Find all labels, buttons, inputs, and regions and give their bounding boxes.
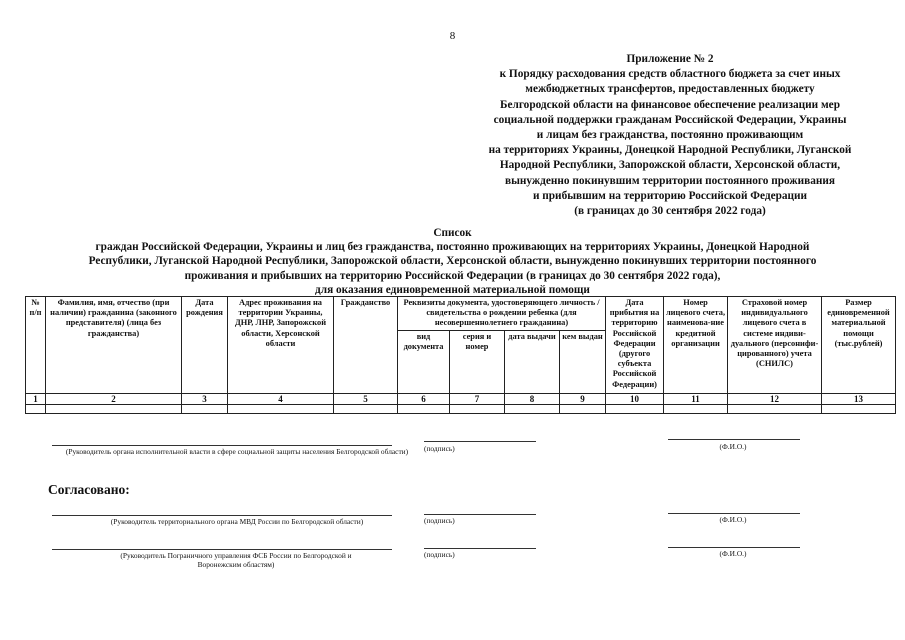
column-number: 12 [728, 393, 822, 404]
signature-line-sign-1 [424, 441, 536, 442]
appendix-line: и лицам без гражданства, постоянно проживающим [536, 129, 804, 142]
column-number: 11 [664, 393, 728, 404]
column-number: 3 [182, 393, 228, 404]
header-doc-series: серия и номер [450, 330, 505, 393]
appendix-line: Белгородской области на финансовое обеспечение реализации мер [500, 98, 840, 111]
header-doc-type: вид документа [398, 330, 450, 393]
signature-line-sign-3 [424, 548, 536, 549]
column-number: 4 [228, 393, 334, 404]
header-doc-date: дата выдачи [505, 330, 560, 393]
appendix-line: социальной поддержки гражданам Российской Федерации, Украины [493, 113, 847, 126]
appendix-line: Приложение № 2 [626, 53, 714, 65]
header-doc-issuer: кем выдан [560, 330, 606, 393]
column-number: 5 [334, 393, 398, 404]
column-number: 13 [822, 393, 896, 404]
list-title-line: проживания и прибывших на территорию Российской Федерации (в границах до 30 сентября 2022 года), [184, 269, 721, 282]
page-number: 8 [449, 30, 456, 42]
signature-line-sign-2 [424, 514, 536, 515]
signature-sign-3: (подпись) [424, 550, 455, 559]
signature-line-fio-2 [668, 513, 800, 514]
header-name: Фамилия, имя, отчество (при наличии) гражданина (законного представителя) (лица без гражданства) [46, 297, 182, 394]
header-address: Адрес проживания на территории Украины, ДНР, ЛНР, Запорожской области, Херсонской области [228, 297, 334, 394]
signature-sign-1: (подпись) [424, 444, 455, 453]
column-number: 9 [560, 393, 606, 404]
appendix-line: вынужденно покинувшим территории постоянного проживания [505, 174, 835, 187]
header-document: Реквизиты документа, удостоверяющего личность / свидетельства о рождении ребенка (для несовершеннолетнего гражданина) [398, 297, 606, 331]
appendix-line: межбюджетных трансфертов, предоставленных бюджету [525, 83, 815, 96]
list-title-line: Список [433, 227, 472, 239]
table-row [26, 404, 896, 413]
signature-fio-1: (Ф.И.О.) [719, 442, 747, 451]
list-title-line: для оказания единовременной материальной помощи [315, 283, 590, 296]
appendix-line: и прибывшим на территорию Российской Федерации [532, 189, 808, 202]
header-amount: Размер единовременной материальной помощи (тыс.рублей) [822, 297, 896, 394]
list-title-line: Республики, Луганской Народной Республики, Запорожской области, Херсонской области, вынужденно покинувших территории постоянного [88, 255, 817, 268]
column-number: 8 [505, 393, 560, 404]
table-header-row [26, 297, 896, 331]
column-number: 6 [398, 393, 450, 404]
recipients-table [25, 296, 896, 414]
signature-line-role-2 [52, 515, 392, 516]
appendix-heading [440, 52, 900, 219]
signature-role-1: (Руководитель органа исполнительной власти в сфере социальной защиты населения Белгородской области) [65, 447, 409, 456]
agreed-label: Согласовано: [48, 482, 130, 497]
column-number: 1 [26, 393, 46, 404]
header-account: Номер лицевого счета, наименова-ние кредитной организации [664, 297, 728, 394]
appendix-line: (в границах до 30 сентября 2022 года) [574, 205, 766, 218]
signature-line-fio-3 [668, 547, 800, 548]
signature-fio-3: (Ф.И.О.) [719, 549, 747, 558]
appendix-line: на территориях Украины, Донецкой Народной Республики, Луганской [488, 144, 852, 157]
column-number: 2 [46, 393, 182, 404]
signature-fio-2: (Ф.И.О.) [719, 515, 747, 524]
column-number: 10 [606, 393, 664, 404]
appendix-line: Народной Республики, Запорожской области, Херсонской области, [499, 159, 841, 172]
appendix-line: к Порядку расходования средств областного бюджета за счет иных [499, 68, 841, 81]
column-number: 7 [450, 393, 505, 404]
signature-line-fio-1 [668, 439, 800, 440]
list-title-line: граждан Российской Федерации, Украины и лиц без гражданства, постоянно проживающих на территориях Украины, Донецкой Народной [95, 241, 810, 254]
column-numbers-row [26, 393, 896, 404]
header-arrival: Дата прибытия на территорию Российской Федерации (другого субъекта Российской Федерации) [606, 297, 664, 394]
header-citizenship: Гражданство [334, 297, 398, 394]
signature-role-3: (Руководитель Пограничного управления ФСБ России по Белгородской и Воронежским областям) [120, 551, 352, 570]
header-birth: Дата рождения [182, 297, 228, 394]
header-snils: Страховой номер индивидуального лицевого счета в системе индиви-дуального (персонифи-цированного) учета (СНИЛС) [728, 297, 822, 394]
header-num: № п/п [26, 297, 46, 394]
signature-line-role-3 [52, 549, 392, 550]
list-title [0, 226, 905, 297]
signature-sign-2: (подпись) [424, 516, 455, 525]
signature-line-role-1 [52, 445, 392, 446]
signature-role-2: (Руководитель территориального органа МВД России по Белгородской области) [110, 517, 364, 526]
